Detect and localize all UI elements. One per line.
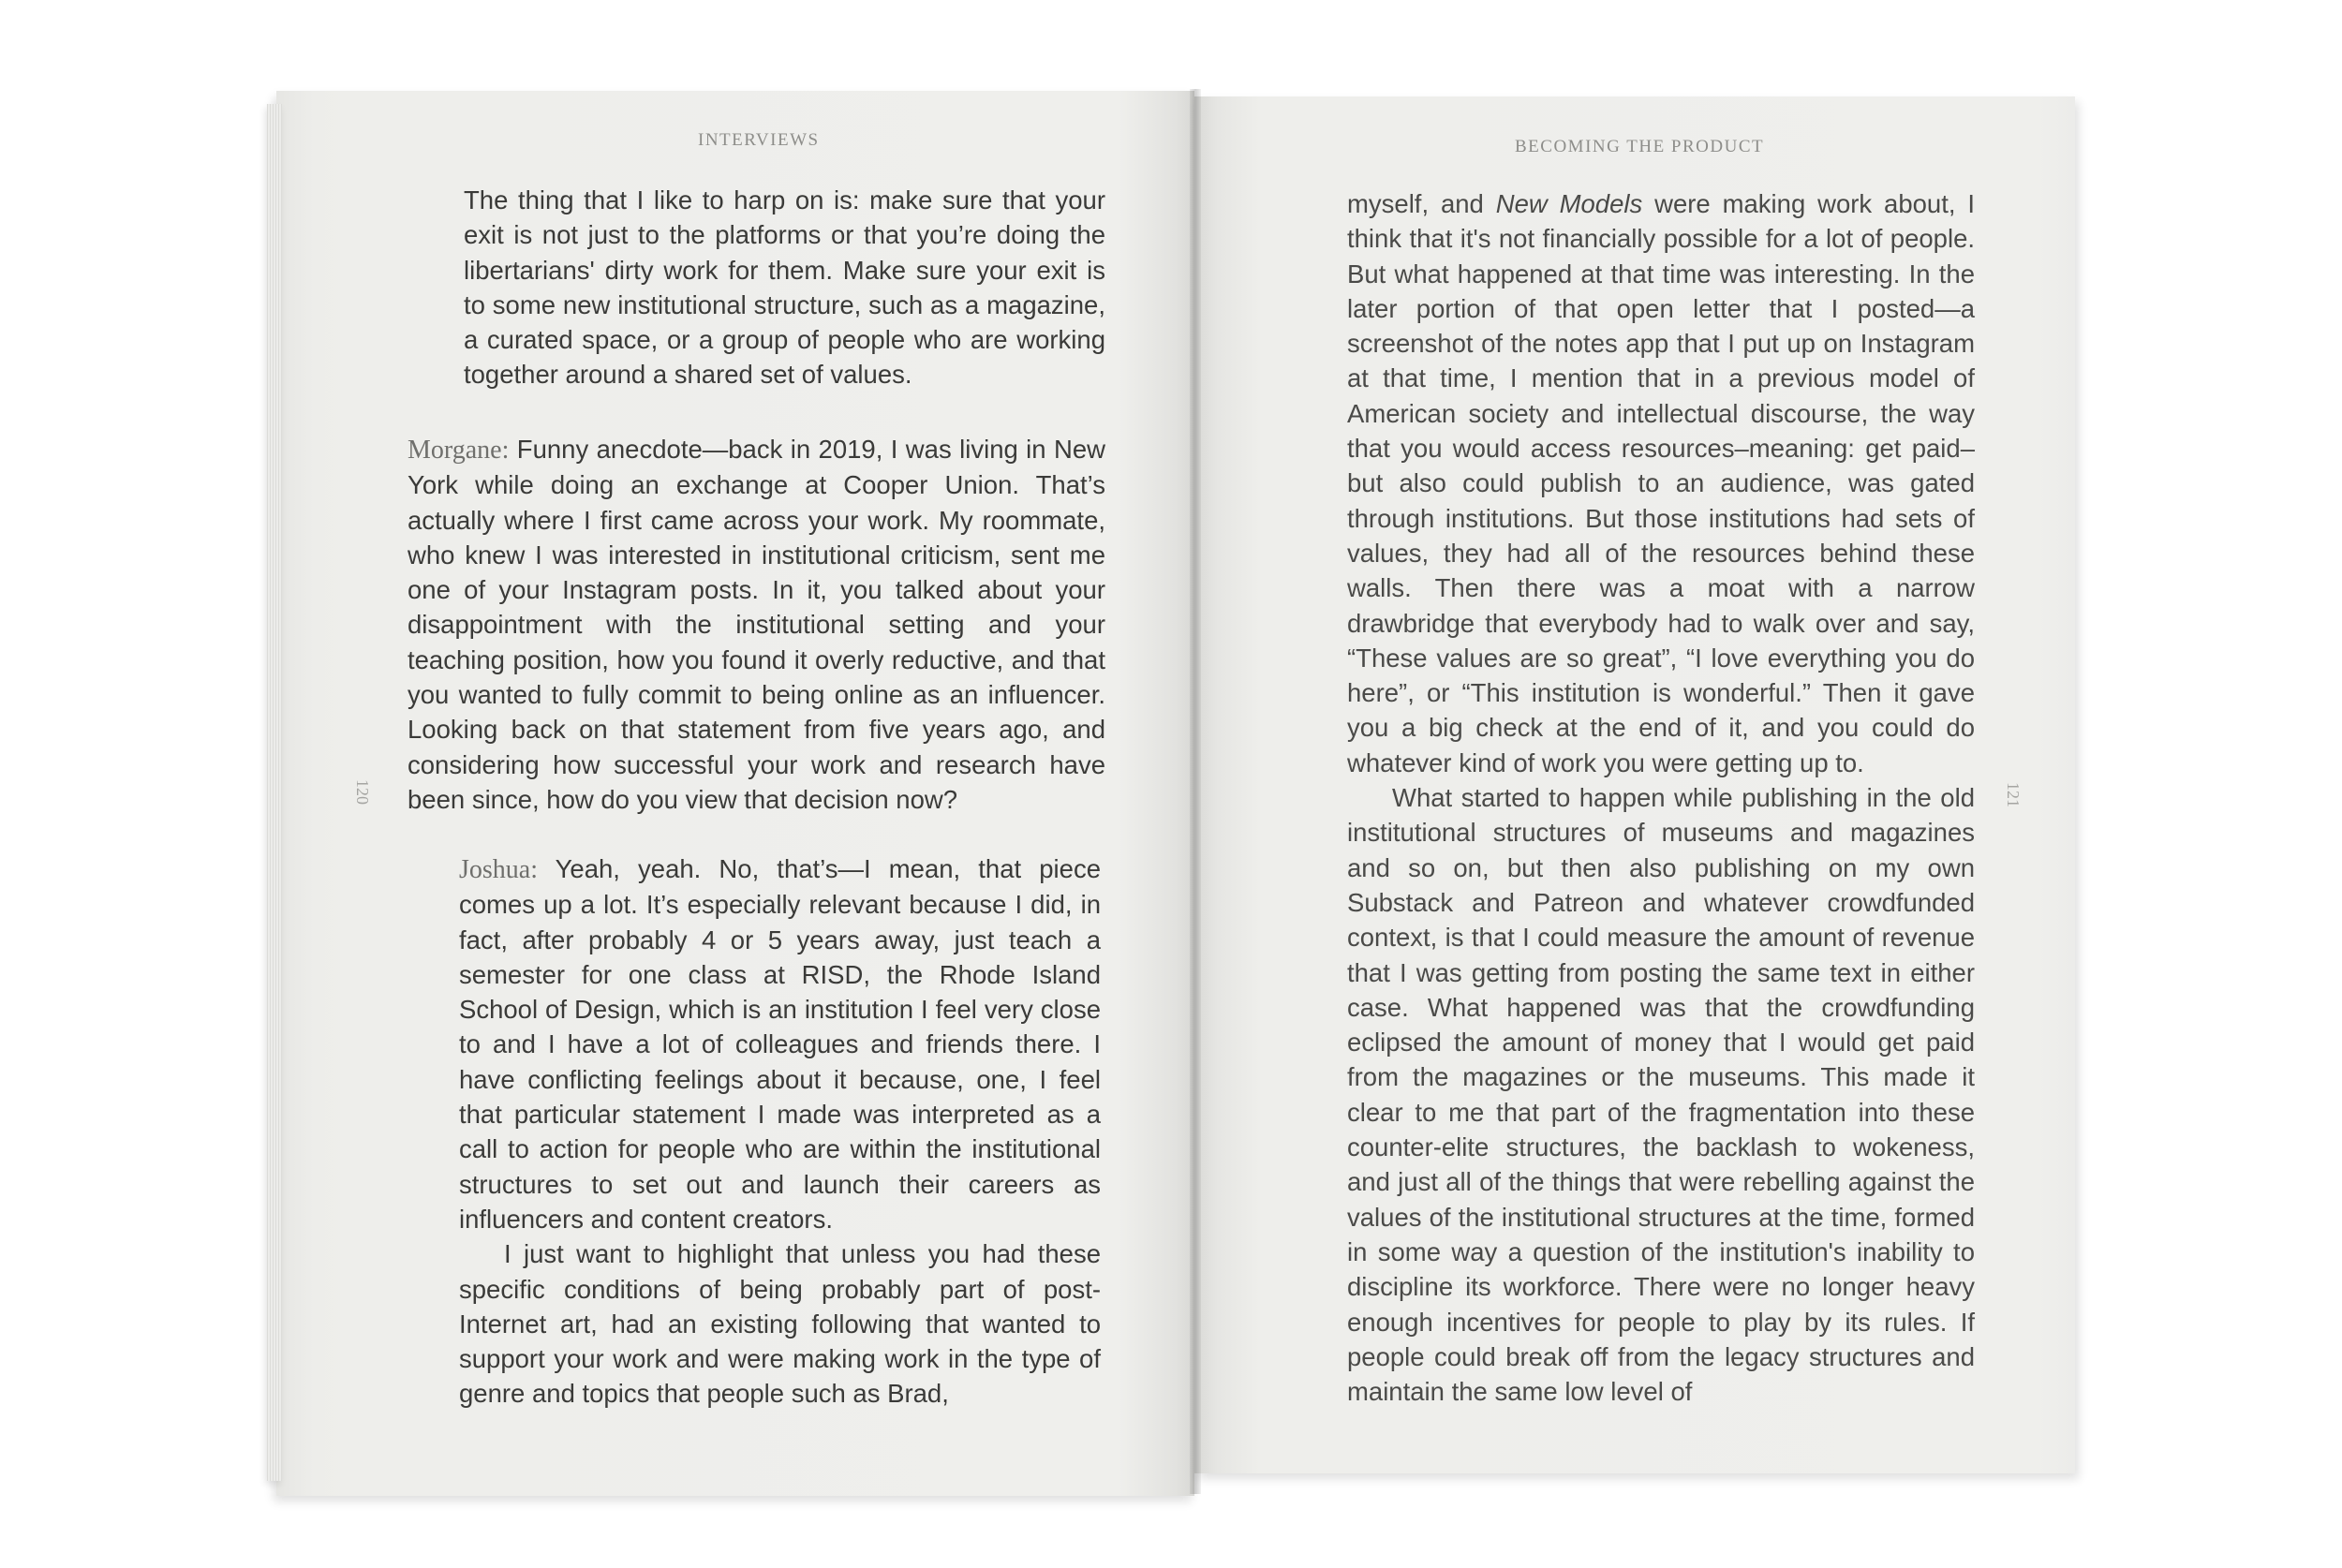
page-number-right: 121	[2004, 782, 2023, 807]
left-page	[276, 91, 1194, 1496]
quote-block	[464, 183, 1105, 392]
interview-answer	[459, 851, 1101, 1412]
right-paragraph-1	[1347, 186, 1975, 780]
page-stack-edges	[267, 104, 282, 1481]
book-gutter	[1190, 89, 1201, 1494]
right-page	[1194, 96, 2075, 1473]
open-book-spread	[276, 89, 2075, 1496]
speaker-label-joshua: Joshua:	[459, 855, 538, 884]
running-head-left: INTERVIEWS	[698, 130, 820, 150]
right-page-body	[1347, 186, 1975, 1409]
question-text: Funny anecdote—back in 2019, I was living in New York while doing an exchange at Cooper Union. That’s actually where I first came across your work. My roommate, who knew I was interested in institutional criticism, sent me one of your Instagram posts. In it, you talked about your disappointment with the institutional setting and your teaching position, how you found it overly reductive, and that you wanted to fully commit to being online as an influencer. Looking back on that statement from five years ago, and considering how successful your work and research have been since, how do you view that decision now?	[408, 435, 1105, 814]
speaker-label-morgane: Morgane:	[408, 436, 510, 465]
para1-start: myself, and	[1347, 189, 1496, 218]
answer-continuation: I just want to highlight that unless you had these specific conditions of being probably part of post-Internet art, had an existing following that wanted to support your work and were making work in the type of genre and topics that people such as Brad,	[459, 1239, 1101, 1409]
para1-italic-title: New Models	[1495, 189, 1643, 218]
quote-paragraph: The thing that I like to harp on is: make sure that your exit is not just to the platforms or that you’re doing the libertarians' dirty work for them. Make sure your exit is to some new institutional structure, such as a magazine, a curated space, or a group of people who are working together around a shared set of values.	[464, 185, 1105, 390]
right-paragraph-2: What started to happen while publishing in the old institutional structures of museums and magazines and so on, but then also publishing on my own Substack and Patreon and whatever crowdfunded context, is that I could measure the amount of revenue that I was getting from posting the same text in either case. What happened was that the crowdfunding eclipsed the amount of money that I would get paid from the magazines or the museums. This made it clear to me that part of the fragmentation into these counter-elite structures, the backlash to wokeness, and just all of the things that were rebelling against the values of the institutional structures at the time, formed in some way a question of the institution's inability to discipline its workforce. There were no longer heavy enough incentives for people to play by its rules. If people could break off from the legacy structures and maintain the same low level of	[1347, 783, 1975, 1407]
answer-text: Yeah, yeah. No, that’s—I mean, that piece comes up a lot. It’s especially relevant because I did, in fact, after probably 4 or 5 years away, just teach a semester for one class at RISD, the Rhode Island School of Design, which is an institution I feel very close to and I have a lot of colleagues and friends there. I have conflicting feelings about it because, one, I feel that particular statement I made was interpreted as a call to action for people who are within the institutional structures to set out and launch their careers as influencers and content creators.	[459, 854, 1101, 1234]
answer-paragraph	[459, 851, 1101, 1236]
para1-rest: were making work about, I think that it's not financially possible for a lot of people. But what happened at that time was interesting. In the later portion of that open letter that I posted—a screenshot of the notes app that I put up on Instagram at that time, I mention that in a previous model of American society and intellectual discourse, the way that you would access resources–meaning: get paid– but also could publish to an audience, was gated through institutions. But those institutions had sets of values, they had all of the resources behind these walls. Then there was a moat with a narrow drawbridge that everybody had to walk over and say, “These values are so great”, “I love everything you do here”, or “This institution is wonderful.” Then it gave you a big check at the end of it, and you could do whatever kind of work you were getting up to.	[1347, 189, 1975, 777]
page-number-left: 120	[353, 779, 372, 805]
interview-question	[408, 432, 1105, 817]
question-paragraph	[408, 432, 1105, 817]
running-head-right: BECOMING THE PRODUCT	[1515, 137, 1765, 156]
